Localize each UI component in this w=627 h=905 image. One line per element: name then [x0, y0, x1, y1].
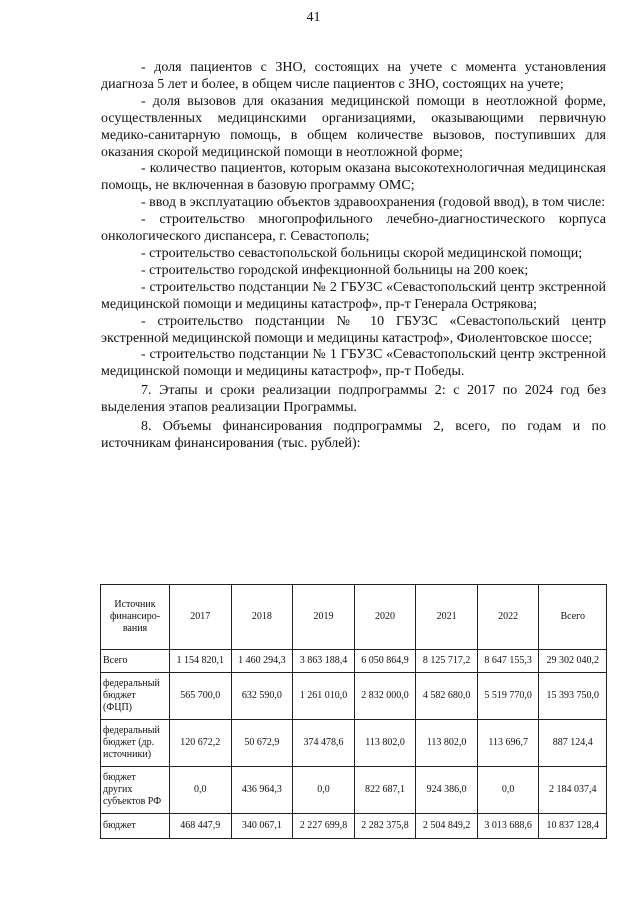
table-cell: 4 582 680,0 — [416, 673, 478, 720]
table-cell: 2 282 375,8 — [354, 814, 416, 839]
row-label: федеральный бюджет (др. источники) — [101, 720, 170, 767]
paragraph: - строительство подстанции № 2 ГБУЗС «Севастопольский центр экстренной медицинской помощи и медицины катастроф», пр-т Генерала Острякова; — [101, 279, 606, 312]
table-cell: 436 964,3 — [231, 767, 293, 814]
table-row — [101, 720, 607, 767]
table-cell: 1 261 010,0 — [293, 673, 355, 720]
table-cell: 0,0 — [170, 767, 232, 814]
financing-table — [100, 584, 607, 839]
table-cell: 5 519 770,0 — [477, 673, 539, 720]
document-body — [101, 60, 606, 453]
paragraph: 8. Объемы финансирования подпрограммы 2, всего, по годам и по источникам финансирования (тыс. рублей): — [101, 419, 606, 451]
column-header: 2019 — [293, 585, 355, 650]
table-cell: 2 504 849,2 — [416, 814, 478, 839]
table-row — [101, 673, 607, 720]
row-label: бюджет — [101, 814, 170, 839]
table-cell: 6 050 864,9 — [354, 650, 416, 673]
table-cell: 113 696,7 — [477, 720, 539, 767]
table-cell: 113 802,0 — [354, 720, 416, 767]
table-cell: 50 672,9 — [231, 720, 293, 767]
table-cell: 468 447,9 — [170, 814, 232, 839]
table-cell: 15 393 750,0 — [539, 673, 607, 720]
table-cell: 822 687,1 — [354, 767, 416, 814]
table-cell: 3 013 688,6 — [477, 814, 539, 839]
paragraph: - доля пациентов с ЗНО, состоящих на учете с момента установления диагноза 5 лет и более, в общем числе пациентов с ЗНО, состоящих на учете; — [101, 60, 606, 92]
column-header: 2021 — [416, 585, 478, 650]
table-row — [101, 814, 607, 839]
table-cell: 632 590,0 — [231, 673, 293, 720]
table-cell: 0,0 — [293, 767, 355, 814]
column-header: 2017 — [170, 585, 232, 650]
row-label: Всего — [101, 650, 170, 673]
paragraph: - строительство подстанции № 10 ГБУЗС «Севастопольский центр экстренной медицинской помощи и медицины катастроф», Фиолентовское шоссе; — [101, 313, 606, 346]
table-cell: 3 863 188,4 — [293, 650, 355, 673]
row-label: федеральный бюджет (ФЦП) — [101, 673, 170, 720]
paragraph: - доля вызовов для оказания медицинской помощи в неотложной форме, осуществленных медицинскими организациями, оказывающими первичную медико-санитарную помощь, в общем количестве вызовов, поступивших для оказания скорой медицинской помощи в неотложной форме; — [101, 93, 606, 160]
table-cell: 887 124,4 — [539, 720, 607, 767]
table-cell: 1 154 820,1 — [170, 650, 232, 673]
paragraph: 7. Этапы и сроки реализации подпрограммы 2: с 2017 по 2024 год без выделения этапов реализации Программы. — [101, 383, 606, 416]
table-cell: 29 302 040,2 — [539, 650, 607, 673]
table-row — [101, 767, 607, 814]
page-number: 41 — [306, 10, 321, 25]
table-cell: 8 647 155,3 — [477, 650, 539, 673]
paragraph: - строительство севастопольской больницы скорой медицинской помощи; — [141, 245, 583, 261]
table-cell: 0,0 — [477, 767, 539, 814]
paragraph: - строительство городской инфекционной больницы на 200 коек; — [141, 262, 529, 278]
table-cell: 8 125 717,2 — [416, 650, 478, 673]
table-cell: 120 672,2 — [170, 720, 232, 767]
table-cell: 374 478,6 — [293, 720, 355, 767]
paragraph: - количество пациентов, которым оказана высокотехнологичная медицинская помощь, не включенная в базовую программу ОМС; — [101, 161, 606, 194]
table-cell: 1 460 294,3 — [231, 650, 293, 673]
table-cell: 924 386,0 — [416, 767, 478, 814]
column-header: Источник финансиро-вания — [101, 585, 170, 650]
paragraph: - ввод в эксплуатацию объектов здравоохранения (годовой ввод), в том числе: — [141, 195, 606, 211]
column-header: 2022 — [477, 585, 539, 650]
table-row — [101, 650, 607, 673]
column-header: 2018 — [231, 585, 293, 650]
table-cell: 2 832 000,0 — [354, 673, 416, 720]
table-cell: 10 837 128,4 — [539, 814, 607, 839]
paragraph: - строительство многопрофильного лечебно-диагностического корпуса онкологического диспансера, г. Севастополь; — [101, 212, 606, 245]
table-header-row — [101, 585, 607, 650]
table-cell: 2 227 699,8 — [293, 814, 355, 839]
row-label: бюджет других субъектов РФ — [101, 767, 170, 814]
table-cell: 113 802,0 — [416, 720, 478, 767]
column-header: 2020 — [354, 585, 416, 650]
column-header: Всего — [539, 585, 607, 650]
paragraph: - строительство подстанции № 1 ГБУЗС «Севастопольский центр экстренной медицинской помощи и медицины катастроф», пр-т Победы. — [101, 347, 606, 380]
table-cell: 565 700,0 — [170, 673, 232, 720]
table-cell: 340 067,1 — [231, 814, 293, 839]
table-cell: 2 184 037,4 — [539, 767, 607, 814]
